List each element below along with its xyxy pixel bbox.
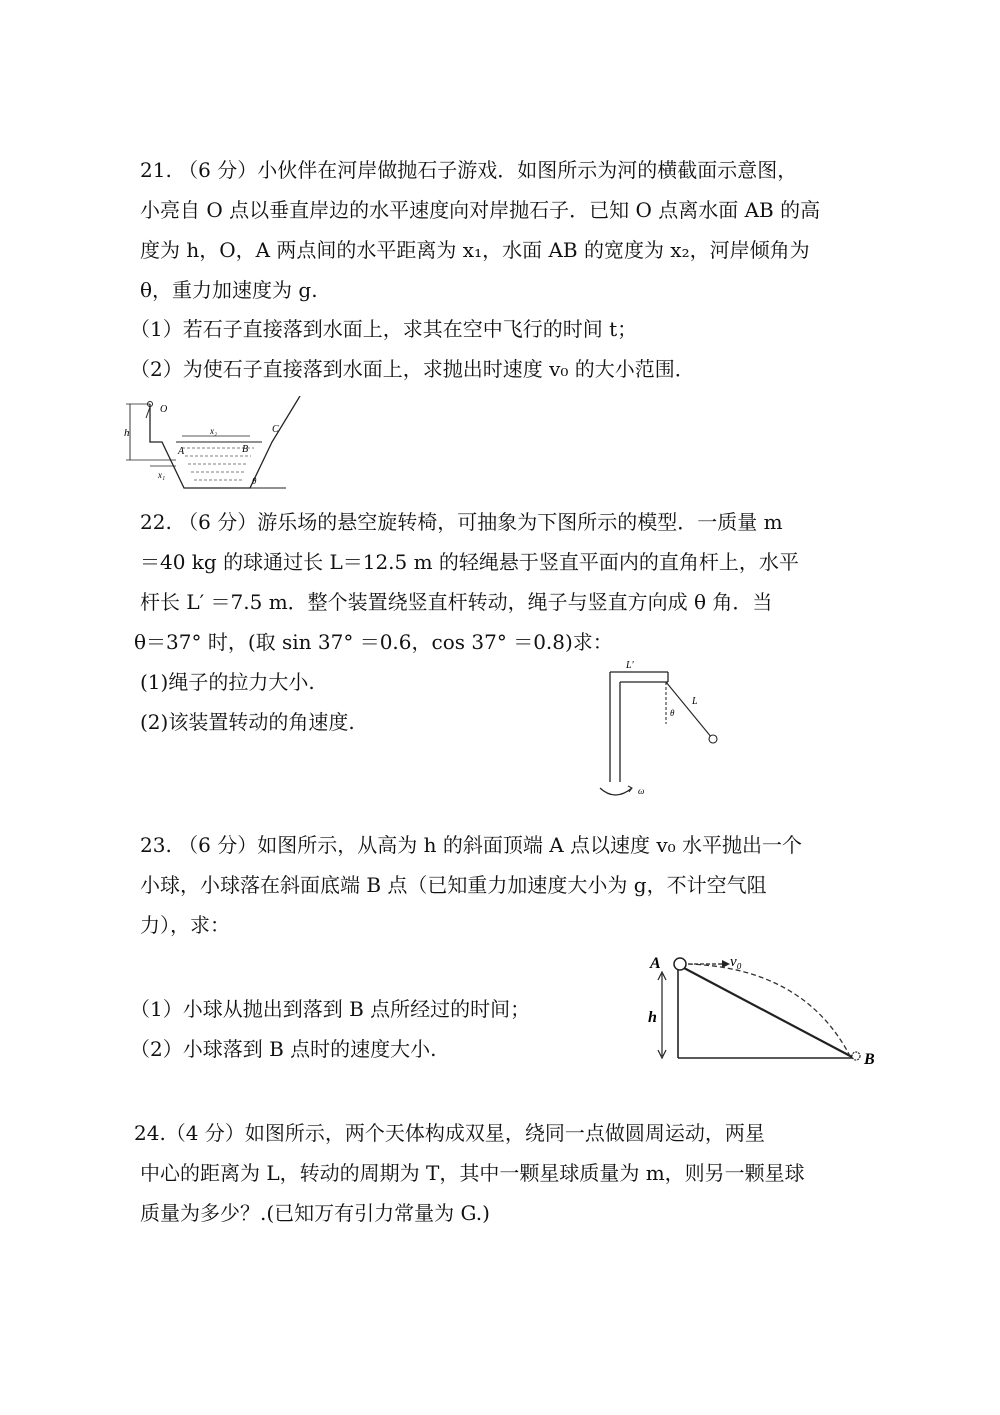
q24-line-2: 中心的距离为 L，转动的周期为 T，其中一颗星球质量为 m，则另一颗星球 <box>140 1161 805 1185</box>
q23-fig-label-v0: v₀ <box>730 954 742 970</box>
q24-line-1: 24.（4 分）如图所示，两个天体构成双星，绕同一点做圆周运动，两星 <box>134 1121 765 1145</box>
q21-line-4: θ，重力加速度为 g. <box>140 278 318 302</box>
q21-fig-label-theta: θ <box>252 476 257 486</box>
q21-fig-label-o: O <box>160 404 168 415</box>
q21-fig-label-x2: x₂ <box>210 426 218 436</box>
q22-line-3: 杆长 L′ ＝7.5 m．整个装置绕竖直杆转动，绳子与竖直方向成 θ 角．当 <box>140 590 773 614</box>
q21-part-1: （1）若石子直接落到水面上，求其在空中飞行的时间 t； <box>130 317 638 341</box>
q21-line-3: 度为 h，O，A 两点间的水平距离为 x₁，水面 AB 的宽度为 x₂，河岸倾角为 <box>140 238 810 262</box>
q21-line-1: 21. （6 分）小伙伴在河岸做抛石子游戏．如图所示为河的横截面示意图， <box>140 158 798 182</box>
q23-fig-label-b: B <box>864 1051 875 1068</box>
q21-fig-label-x1: x₁ <box>158 470 166 480</box>
q22-fig-label-lprime: L′ <box>626 660 634 671</box>
q23-line-1: 23. （6 分）如图所示，从高为 h 的斜面顶端 A 点以速度 v₀ 水平抛出一个 <box>140 833 803 857</box>
q21-fig-label-h: h <box>124 427 130 439</box>
q23-fig-label-h: h <box>648 1009 657 1026</box>
q23-line-2: 小球，小球落在斜面底端 B 点（已知重力加速度大小为 g，不计空气阻 <box>140 873 767 897</box>
q22-part-1: (1)绳子的拉力大小. <box>140 670 315 694</box>
q23-part-2: （2）小球落到 B 点时的速度大小. <box>130 1037 437 1061</box>
q22-line-2: ＝40 kg 的球通过长 L＝12.5 m 的轻绳悬于竖直平面内的直角杆上，水平 <box>140 550 799 574</box>
q22-line-4: θ＝37° 时，(取 sin 37° ＝0.6，cos 37° ＝0.8)求： <box>134 630 613 654</box>
q23-line-3: 力），求： <box>140 913 230 937</box>
q22-fig-label-theta: θ <box>670 708 675 718</box>
q23-fig-label-a: A <box>650 955 661 972</box>
q23-part-1: （1）小球从抛出到落到 B 点所经过的时间； <box>130 997 531 1021</box>
rotating-chair-model-figure <box>596 652 736 802</box>
incline-projectile-figure <box>644 948 888 1068</box>
river-cross-section-figure <box>122 396 302 496</box>
q22-line-1: 22. （6 分）游乐场的悬空旋转椅，可抽象为下图所示的模型．一质量 m <box>140 510 783 534</box>
q24-line-3: 质量为多少？.(已知万有引力常量为 G.) <box>140 1201 490 1225</box>
q22-part-2: (2)该装置转动的角速度. <box>140 710 355 734</box>
q22-fig-label-l: L <box>692 696 698 707</box>
q21-fig-label-b: B <box>242 444 249 455</box>
q22-fig-label-omega: ω <box>638 786 645 796</box>
q21-fig-label-a: A <box>178 446 185 457</box>
q21-part-2: （2）为使石子直接落到水面上，求抛出时速度 v₀ 的大小范围． <box>130 357 695 381</box>
q21-line-2: 小亮自 O 点以垂直岸边的水平速度向对岸抛石子．已知 O 点离水面 AB 的高 <box>140 198 821 222</box>
q21-fig-label-c: C <box>272 424 279 435</box>
